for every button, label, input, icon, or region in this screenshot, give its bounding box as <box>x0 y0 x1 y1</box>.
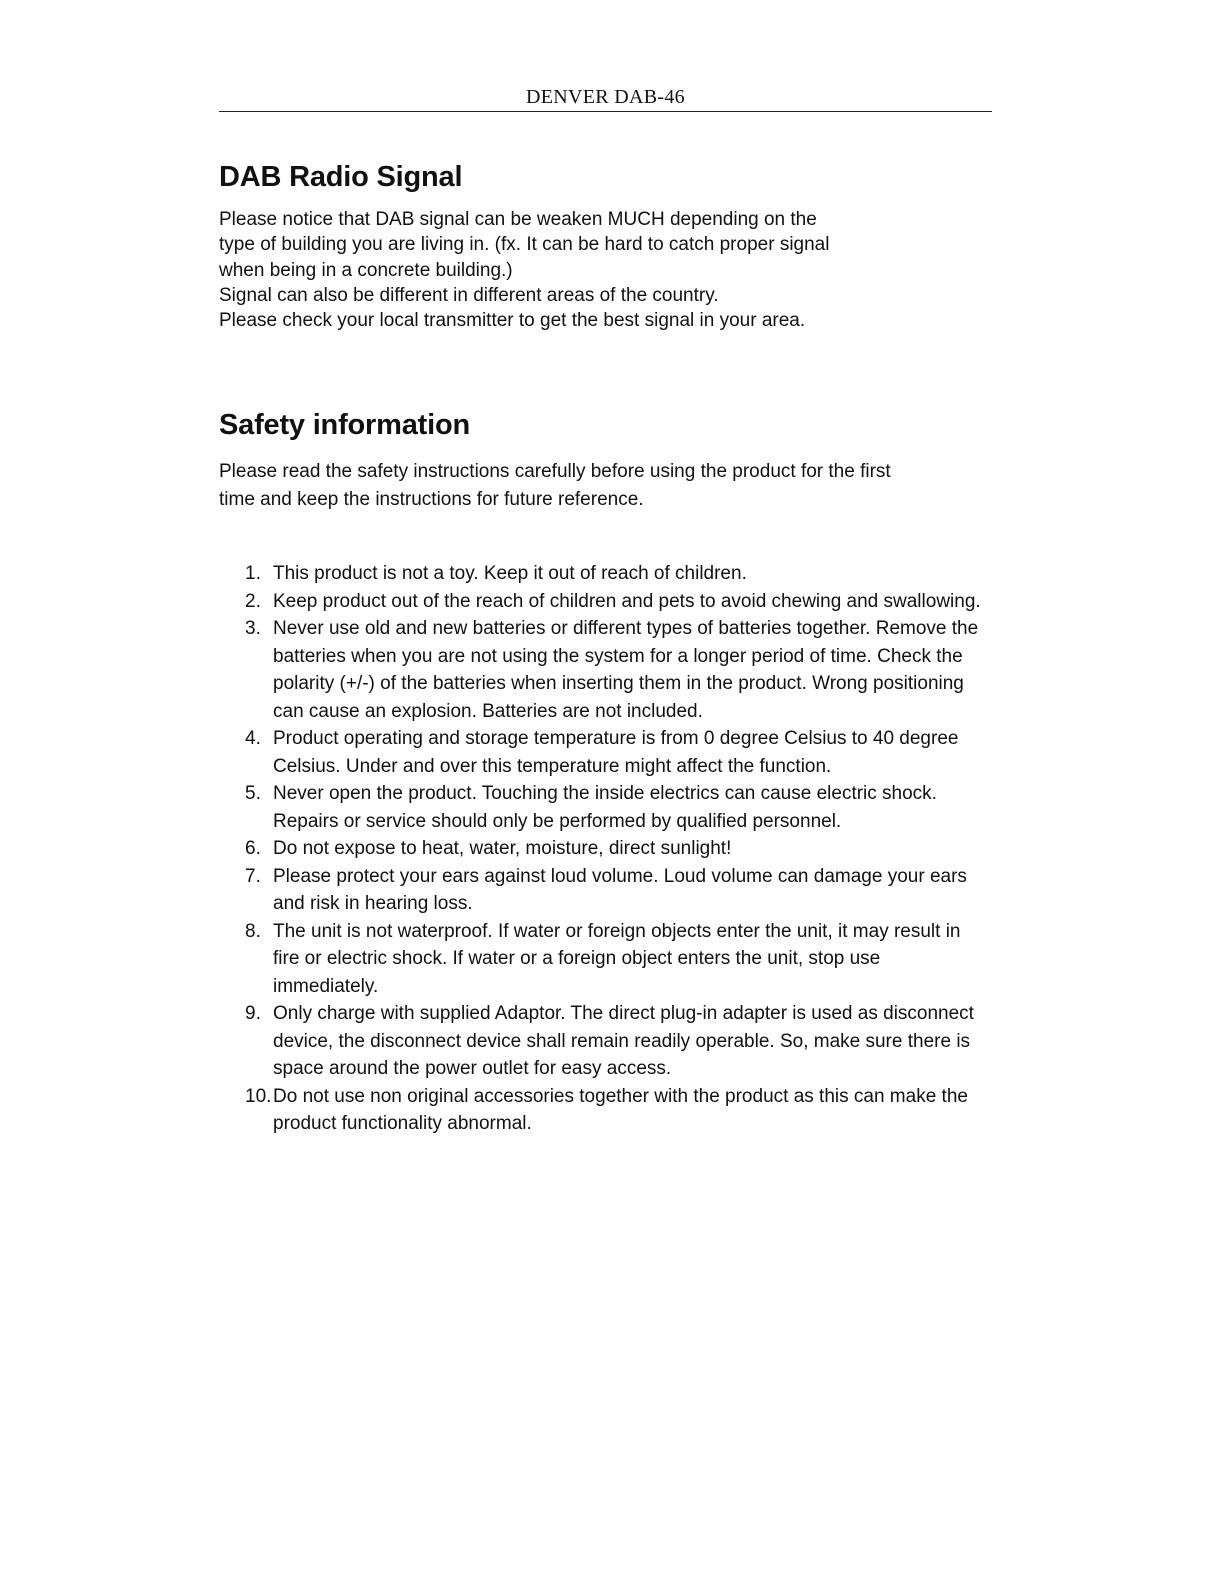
item-text: Never use old and new batteries or different types of batteries together. Remove the batteries when you are not using the system for a longer period of time. Check the polarity (+/-) of the batteries when inserting them in the product. Wrong positioning can cause an explosion. Batteries are not included. <box>273 618 979 722</box>
safety-item-5 <box>245 780 985 835</box>
item-text: Keep product out of the reach of children and pets to avoid chewing and swallowing. <box>273 590 981 612</box>
safety-item-4 <box>245 725 985 780</box>
item-number: 10. <box>245 1085 272 1107</box>
item-text: Only charge with supplied Adaptor. The direct plug-in adapter is used as disconnect device, the disconnect device shall remain readily operable. So, make sure there is space around the power outlet for easy access. <box>273 1003 974 1079</box>
safety-information-section <box>219 408 999 514</box>
safety-instructions-list <box>245 560 985 1138</box>
item-number: 4. <box>245 728 261 749</box>
item-number: 5. <box>245 783 261 804</box>
item-text: Please protect your ears against loud volume. Loud volume can damage your ears and risk in hearing loss. <box>273 865 967 914</box>
dab-paragraph-line: Signal can also be different in different areas of the country. <box>219 284 719 306</box>
dab-paragraph-line: Please check your local transmitter to get the best signal in your area. <box>219 310 806 332</box>
dab-paragraph-line: Please notice that DAB signal can be weaken MUCH depending on the <box>219 209 817 230</box>
item-text: Do not use non original accessories together with the product as this can make the product functionality abnormal. <box>273 1085 968 1134</box>
item-number: 7. <box>245 865 261 887</box>
safety-item-2 <box>245 588 985 616</box>
safety-section-title: Safety information <box>219 409 470 441</box>
item-text: Never open the product. Touching the inside electrics can cause electric shock. Repairs or service should only be performed by qualified personnel. <box>273 783 937 832</box>
safety-item-9 <box>245 1000 985 1083</box>
safety-item-8 <box>245 918 985 1001</box>
dab-paragraph-line: when being in a concrete building.) <box>219 259 513 281</box>
safety-item-10 <box>245 1083 985 1138</box>
safety-intro-line: Please read the safety instructions carefully before using the product for the first <box>219 461 891 482</box>
item-text: Do not expose to heat, water, moisture, direct sunlight! <box>273 838 732 859</box>
safety-item-6 <box>245 835 985 863</box>
item-number: 1. <box>245 563 261 584</box>
item-number: 8. <box>245 920 261 942</box>
item-number: 3. <box>245 618 261 639</box>
safety-item-3 <box>245 615 985 725</box>
dab-radio-signal-section <box>219 160 999 333</box>
page-header-title: DENVER DAB-46 <box>526 86 685 108</box>
item-text: Product operating and storage temperature is from 0 degree Celsius to 40 degree Celsius. Under and over this temperature might affect the function. <box>273 728 959 777</box>
page-header <box>219 84 992 112</box>
item-text: This product is not a toy. Keep it out of reach of children. <box>273 563 747 584</box>
safety-item-7 <box>245 863 985 918</box>
safety-item-1 <box>245 560 985 588</box>
item-text: The unit is not waterproof. If water or foreign objects enter the unit, it may result in fire or electric shock. If water or a foreign object enters the unit, stop use immediately. <box>273 920 961 997</box>
item-number: 2. <box>245 590 261 612</box>
safety-intro-line: time and keep the instructions for future reference. <box>219 489 644 510</box>
item-number: 9. <box>245 1003 261 1024</box>
item-number: 6. <box>245 838 261 859</box>
dab-section-title: DAB Radio Signal <box>219 161 463 193</box>
dab-paragraph-line: type of building you are living in. (fx. It can be hard to catch proper signal <box>219 234 830 256</box>
